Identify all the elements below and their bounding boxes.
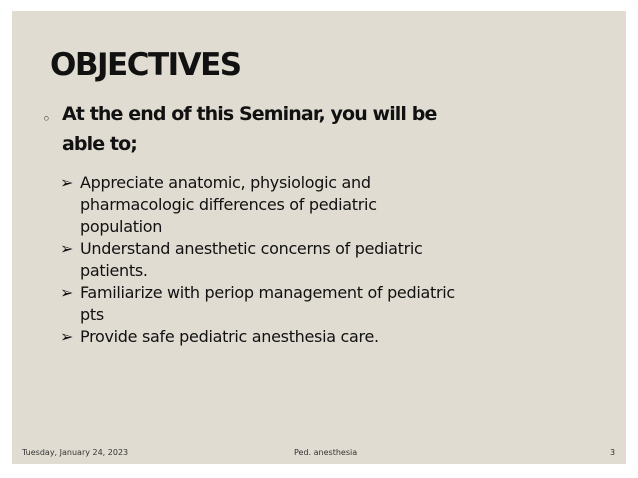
list-item <box>60 282 460 326</box>
arrow-bullet-icon: ➢ <box>60 327 74 346</box>
lead-text: At the end of this Seminar, you will be able to; <box>62 103 437 155</box>
list-item-text: Understand anesthetic concerns of pediatric patients. <box>80 239 423 280</box>
slide-number: 3 <box>610 448 616 457</box>
ring-bullet-icon: ◦ <box>42 110 50 128</box>
list-item <box>60 326 460 348</box>
slide-title: OBJECTIVES <box>50 47 241 83</box>
arrow-bullet-icon: ➢ <box>60 283 74 302</box>
footer-title: Ped. anesthesia <box>294 448 358 457</box>
list-item <box>60 238 460 282</box>
list-item-text: Appreciate anatomic, physiologic and pharmacologic differences of pediatric population <box>80 173 377 236</box>
slide <box>12 11 626 464</box>
list-item-text: Provide safe pediatric anesthesia care. <box>80 327 379 346</box>
arrow-bullet-icon: ➢ <box>60 239 74 258</box>
arrow-bullet-icon: ➢ <box>60 173 74 192</box>
objectives-list <box>60 172 460 348</box>
footer-date: Tuesday, January 24, 2023 <box>22 448 129 457</box>
list-item <box>60 172 460 238</box>
lead-bullet-item <box>42 99 482 159</box>
list-item-text: Familiarize with periop management of pediatric pts <box>80 283 455 324</box>
